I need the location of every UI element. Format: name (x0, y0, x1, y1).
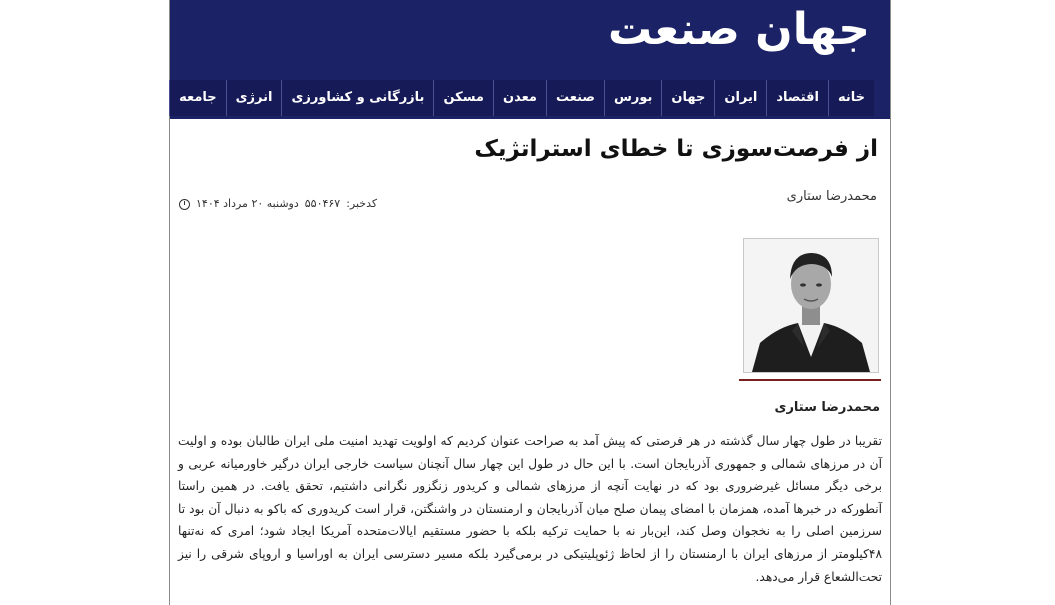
clock-icon (179, 199, 190, 210)
article-body: تقریبا در طول چهار سال گذشته در هر فرصتی که پیش آمد به صراحت عنوان کردیم که اولویت تهدید امنیت ملی ایران طالبان بوده و اولیت آن در مرزهای شمالی و جمهوری آذربایجان است. با این حال در طول این چهار سال آنچنان سیاست خارجی ایران درگیر خاورمیانه عربی و برخی دیگر مسائل غیرضروری بود که در نهایت آنچه از مرزهای شمالی و کریدور زنگزور نگرانی داشتیم، تحقق یافت. در همین راستا آنطورکه در خبرها آمده، همزمان با امضای پیمان صلح میان آذربایجان و ارمنستان در واشنگتن، قرار است کریدوری که باکو به دنبال آن بود تا سرزمین اصلی را به نخجوان وصل کند، این‌بار نه با حمایت ترکیه بلکه با حضور مستقیم ایالات‌متحده آمریکا ایجاد شود؛ امری که نه‌تنها ۴۸کیلومتر از مرزهای ایران با ارمنستان را از لحاظ ژئوپلیتیکی در برمی‌گیرد بلکه مسیر دسترسی ایران به اوراسیا و اروپای شرقی را نیز تحت‌الشعاع قرار می‌دهد. (178, 434, 882, 584)
main-nav (115, 80, 874, 116)
nav-item-trade-agriculture[interactable]: بازرگانی و کشاورزی (281, 80, 433, 116)
photo-divider (739, 379, 881, 381)
nav-item-stock[interactable]: بورس (604, 80, 661, 116)
nav-item-mining[interactable]: معدن (493, 80, 546, 116)
masthead (115, 0, 890, 119)
author-photo (743, 238, 879, 373)
nav-item-energy[interactable]: انرژی (226, 80, 282, 116)
nav-item-home[interactable]: خانه (828, 80, 874, 116)
news-code-label: کدخبر: (346, 197, 378, 210)
nav-item-world[interactable]: جهان (661, 80, 714, 116)
article-title: از فرصت‌سوزی تا خطای استراتژیک (474, 136, 878, 162)
nav-item-iran[interactable]: ایران (714, 80, 766, 116)
nav-item-industry[interactable]: صنعت (546, 80, 604, 116)
article-author[interactable]: محمدرضا ستاری (786, 189, 877, 204)
article-page (115, 0, 891, 605)
nav-item-economy[interactable]: اقتصاد (766, 80, 828, 116)
nav-item-housing[interactable]: مسکن (433, 80, 493, 116)
site-logo[interactable]: جهان صنعت (607, 4, 870, 55)
photo-caption: محمدرضا ستاری (774, 400, 880, 415)
nav-item-society[interactable]: جامعه (169, 80, 226, 116)
nav-item-culture[interactable]: فرهنگ (115, 90, 161, 105)
news-code-value: ۵۵۰۴۶۷ (304, 197, 341, 210)
author-portrait-image (744, 239, 878, 372)
article-meta (177, 197, 377, 210)
publish-date: دوشنبه ۲۰ مرداد ۱۴۰۴ (196, 197, 299, 210)
